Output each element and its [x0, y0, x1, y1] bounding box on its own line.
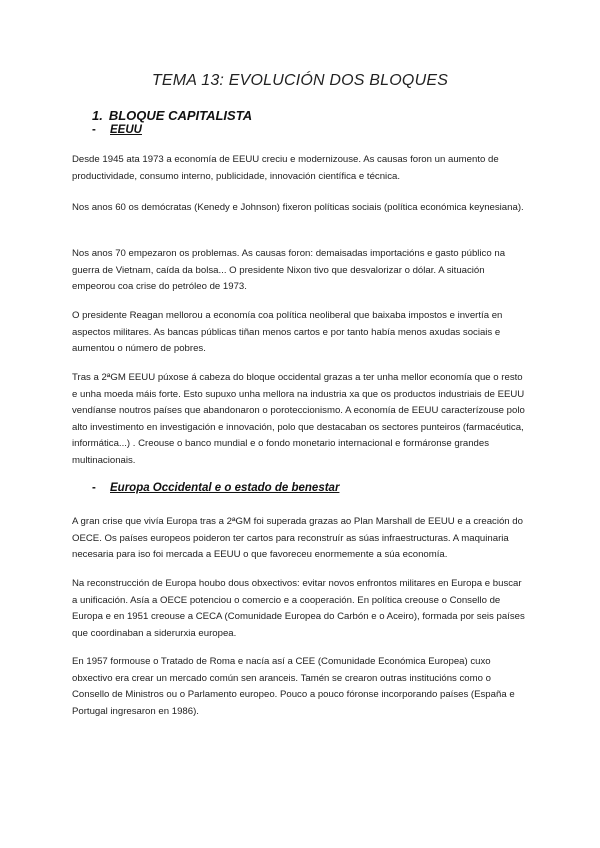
paragraph: Nos anos 60 os demócratas (Kenedy e Johnson) fixeron políticas sociais (política económica keynesiana).	[72, 202, 524, 213]
paragraph: Na reconstrucción de Europa houbo dous obxectivos: evitar novos enfrontos militares en Europa e buscar a unificación. Asía a OECE potenciou o comercio e a cooperación. En política creouse o Consello de Europa e en 1951 creouse a CECA (Comunidade Europea do Carbón e o Aceiro), formada por seis países que coordinaban a siderurxia europea.	[72, 578, 525, 639]
paragraph: O presidente Reagan mellorou a economía coa política neoliberal que baixaba impostos e invertía en aspectos militares. As bancas públicas tiñan menos cartos e por tanto había menos axudas sociais e aumentou o número de pobres.	[72, 310, 503, 354]
paragraph: En 1957 formouse o Tratado de Roma e nacía así a CEE (Comunidade Económica Europea) cuxo obxectivo era crear un mercado común sen aranceis. Tamén se crearon outras institucións como o Consello de Ministros ou o Parlamento europeo. Pouco a pouco fóronse incorporando países (España e Portugal ingresaron en 1986).	[72, 656, 515, 717]
subheading-europa	[92, 482, 339, 494]
subheading-label: Europa Occidental e o estado de benestar	[110, 482, 340, 494]
paragraph: Desde 1945 ata 1973 a economía de EEUU creciu e modernizouse. As causas foron un aumento de productividade, consumo interno, publicidade, innovación científica e técnica.	[72, 154, 499, 182]
section-title: BLOQUE CAPITALISTA	[108, 108, 253, 123]
section-number: 1.	[92, 108, 103, 123]
subheading-eeuu	[92, 124, 142, 136]
subheading-label: EEUU	[110, 124, 142, 136]
page-title: TEMA 13: EVOLUCIÓN DOS BLOQUES	[151, 72, 449, 89]
paragraph: Tras a 2ªGM EEUU púxose á cabeza do bloque occidental grazas a ter unha mellor economía que o resto e unha moeda máis forte. Esto supuxo unha mellora na industria xa que os productos industriais de EEUU vendíanse noutros países que abandonaron o poroteccionismo. A economía de EEUU caracterízouse polo alto investimento en investigación e innovación, polo que destacaban os sectores punteiros (farmacéutica, informática...) . Creouse o banco mundial e o fondo monetario internacional e formáronse grandes multinacionais.	[72, 372, 525, 466]
list-dash: -	[92, 482, 96, 494]
section-heading	[92, 108, 252, 123]
paragraph: A gran crise que vivía Europa tras a 2ªGM foi superada grazas ao Plan Marshall de EEUU e a creación do OECE. Os países europeos poideron ter cartos para reconstruír as súas infraestructuras. A maquinaria necesaria para iso foi mercada a EEUU o que favoreceu enormemente a súa economía.	[72, 516, 523, 560]
list-dash: -	[92, 124, 96, 136]
paragraph: Nos anos 70 empezaron os problemas. As causas foron: demaisadas importacións e gasto público na guerra de Vietnam, caída da bolsa... O presidente Nixon tivo que desvalorizar o dólar. A situación empeorou coa crise do petróleo de 1973.	[72, 248, 506, 292]
